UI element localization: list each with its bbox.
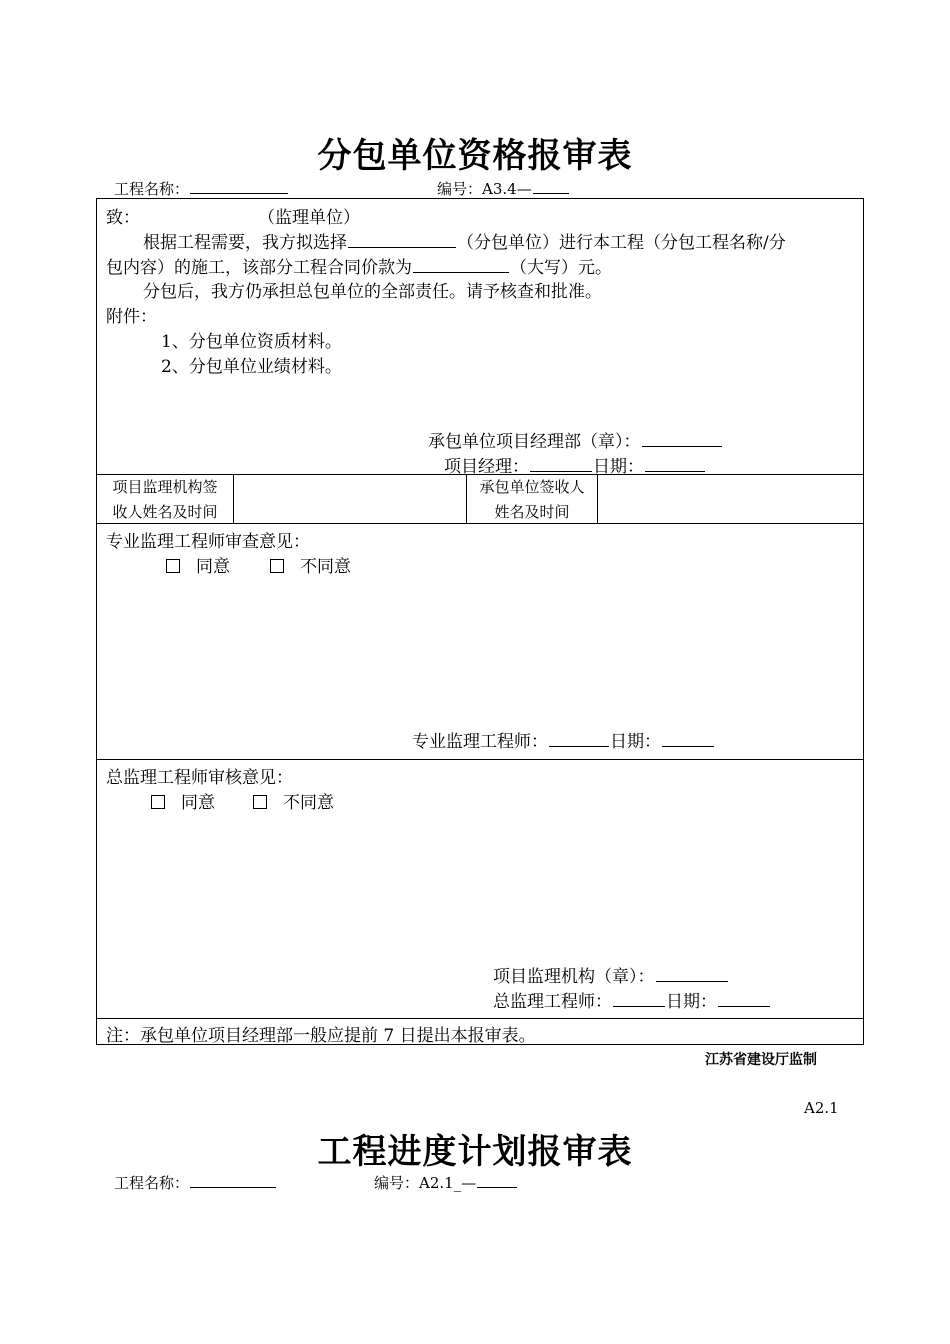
project-name-blank[interactable] bbox=[190, 1186, 276, 1188]
table-divider bbox=[96, 759, 864, 760]
chief-sign-line bbox=[493, 987, 771, 1012]
eng-sign-blank[interactable] bbox=[549, 745, 609, 747]
serial-number-label: 编号：A2.1_— bbox=[374, 1174, 477, 1192]
body-line-3: 分包后，我方仍承担总包单位的全部责任。请予核查和批准。 bbox=[143, 282, 602, 302]
eng-review-label: 专业监理工程师审查意见： bbox=[106, 532, 310, 552]
chief-agree-checkbox[interactable] bbox=[151, 795, 165, 809]
table-divider bbox=[96, 1018, 864, 1019]
body-line-2 bbox=[106, 253, 612, 278]
form2-title: 工程进度计划报审表 bbox=[317, 1132, 633, 1172]
project-name-label: 工程名称： bbox=[114, 1174, 190, 1192]
chief-sign-label: 总监理工程师： bbox=[493, 992, 612, 1012]
eng-sign-label: 专业监理工程师： bbox=[412, 732, 548, 752]
body-text: 包内容）的施工，该部分工程合同价款为 bbox=[106, 258, 412, 278]
date-label: 日期： bbox=[666, 992, 717, 1012]
serial-number-blank[interactable] bbox=[533, 192, 569, 194]
to-label: 致： bbox=[106, 208, 140, 228]
form1-note: 注：承包单位项目经理部一般应提前 7 日提出本报审表。 bbox=[106, 1026, 536, 1046]
date-blank[interactable] bbox=[662, 745, 714, 747]
form2-serial-number-field bbox=[374, 1172, 518, 1193]
form2-project-name-field bbox=[114, 1172, 277, 1193]
form1-table bbox=[96, 198, 864, 1045]
contractor-dept-label: 承包单位项目经理部（章）： bbox=[428, 432, 641, 452]
project-name-blank[interactable] bbox=[190, 192, 288, 194]
sign-cell-left-value[interactable] bbox=[234, 475, 466, 523]
eng-agree-checkbox[interactable] bbox=[166, 559, 180, 573]
chief-review-label: 总监理工程师审核意见： bbox=[106, 768, 293, 788]
eng-disagree-checkbox[interactable] bbox=[270, 559, 284, 573]
sign-cell-right bbox=[467, 475, 597, 525]
date-label: 日期： bbox=[610, 732, 661, 752]
attach-item-2: 2、分包单位业绩材料。 bbox=[161, 357, 342, 377]
cell-text: 项目监理机构签 bbox=[112, 478, 218, 496]
contractor-dept-line bbox=[428, 427, 723, 452]
form1-title: 分包单位资格报审表 bbox=[317, 136, 633, 176]
eng-options bbox=[166, 552, 351, 577]
agree-label: 同意 bbox=[196, 557, 230, 577]
form2-code: A2.1 bbox=[804, 1099, 839, 1117]
disagree-label: 不同意 bbox=[300, 557, 351, 577]
org-stamp-label: 项目监理机构（章）： bbox=[493, 967, 655, 987]
org-stamp-blank[interactable] bbox=[656, 980, 728, 982]
to-line bbox=[106, 203, 360, 228]
project-name-label: 工程名称： bbox=[114, 180, 190, 198]
sign-cell-right-value[interactable] bbox=[598, 475, 863, 523]
contract-price-blank[interactable] bbox=[413, 271, 509, 273]
pm-blank[interactable] bbox=[530, 470, 592, 472]
attach-label: 附件： bbox=[106, 307, 157, 327]
project-name-field bbox=[114, 178, 289, 199]
cell-text: 姓名及时间 bbox=[494, 503, 570, 521]
chief-disagree-checkbox[interactable] bbox=[253, 795, 267, 809]
agree-label: 同意 bbox=[181, 793, 215, 813]
to-unit: （监理单位） bbox=[258, 208, 360, 228]
subcontractor-blank[interactable] bbox=[348, 246, 456, 248]
pm-label: 项目经理： bbox=[444, 457, 529, 477]
serial-number-field bbox=[437, 178, 570, 199]
sign-cell-left bbox=[97, 475, 233, 525]
date-blank[interactable] bbox=[718, 1005, 770, 1007]
eng-sign-line bbox=[412, 727, 715, 752]
date-blank[interactable] bbox=[645, 470, 705, 472]
body-text: （大写）元。 bbox=[510, 258, 612, 278]
disagree-label: 不同意 bbox=[283, 793, 334, 813]
org-stamp-line bbox=[493, 962, 729, 987]
serial-number-label: 编号：A3.4— bbox=[437, 180, 532, 198]
body-text: （分包单位）进行本工程（分包工程名称/分 bbox=[457, 233, 786, 253]
serial-number-blank[interactable] bbox=[477, 1186, 517, 1188]
date-label: 日期： bbox=[593, 457, 644, 477]
chief-sign-blank[interactable] bbox=[613, 1005, 665, 1007]
body-text: 根据工程需要，我方拟选择 bbox=[143, 233, 347, 253]
cell-text: 承包单位签收人 bbox=[479, 478, 585, 496]
attach-item-1: 1、分包单位资质材料。 bbox=[161, 332, 342, 352]
issuer-label: 江苏省建设厅监制 bbox=[705, 1052, 817, 1068]
pm-line bbox=[444, 452, 706, 477]
body-line-1 bbox=[143, 228, 786, 253]
contractor-dept-blank[interactable] bbox=[642, 445, 722, 447]
chief-options bbox=[151, 788, 334, 813]
cell-text: 收人姓名及时间 bbox=[112, 503, 218, 521]
